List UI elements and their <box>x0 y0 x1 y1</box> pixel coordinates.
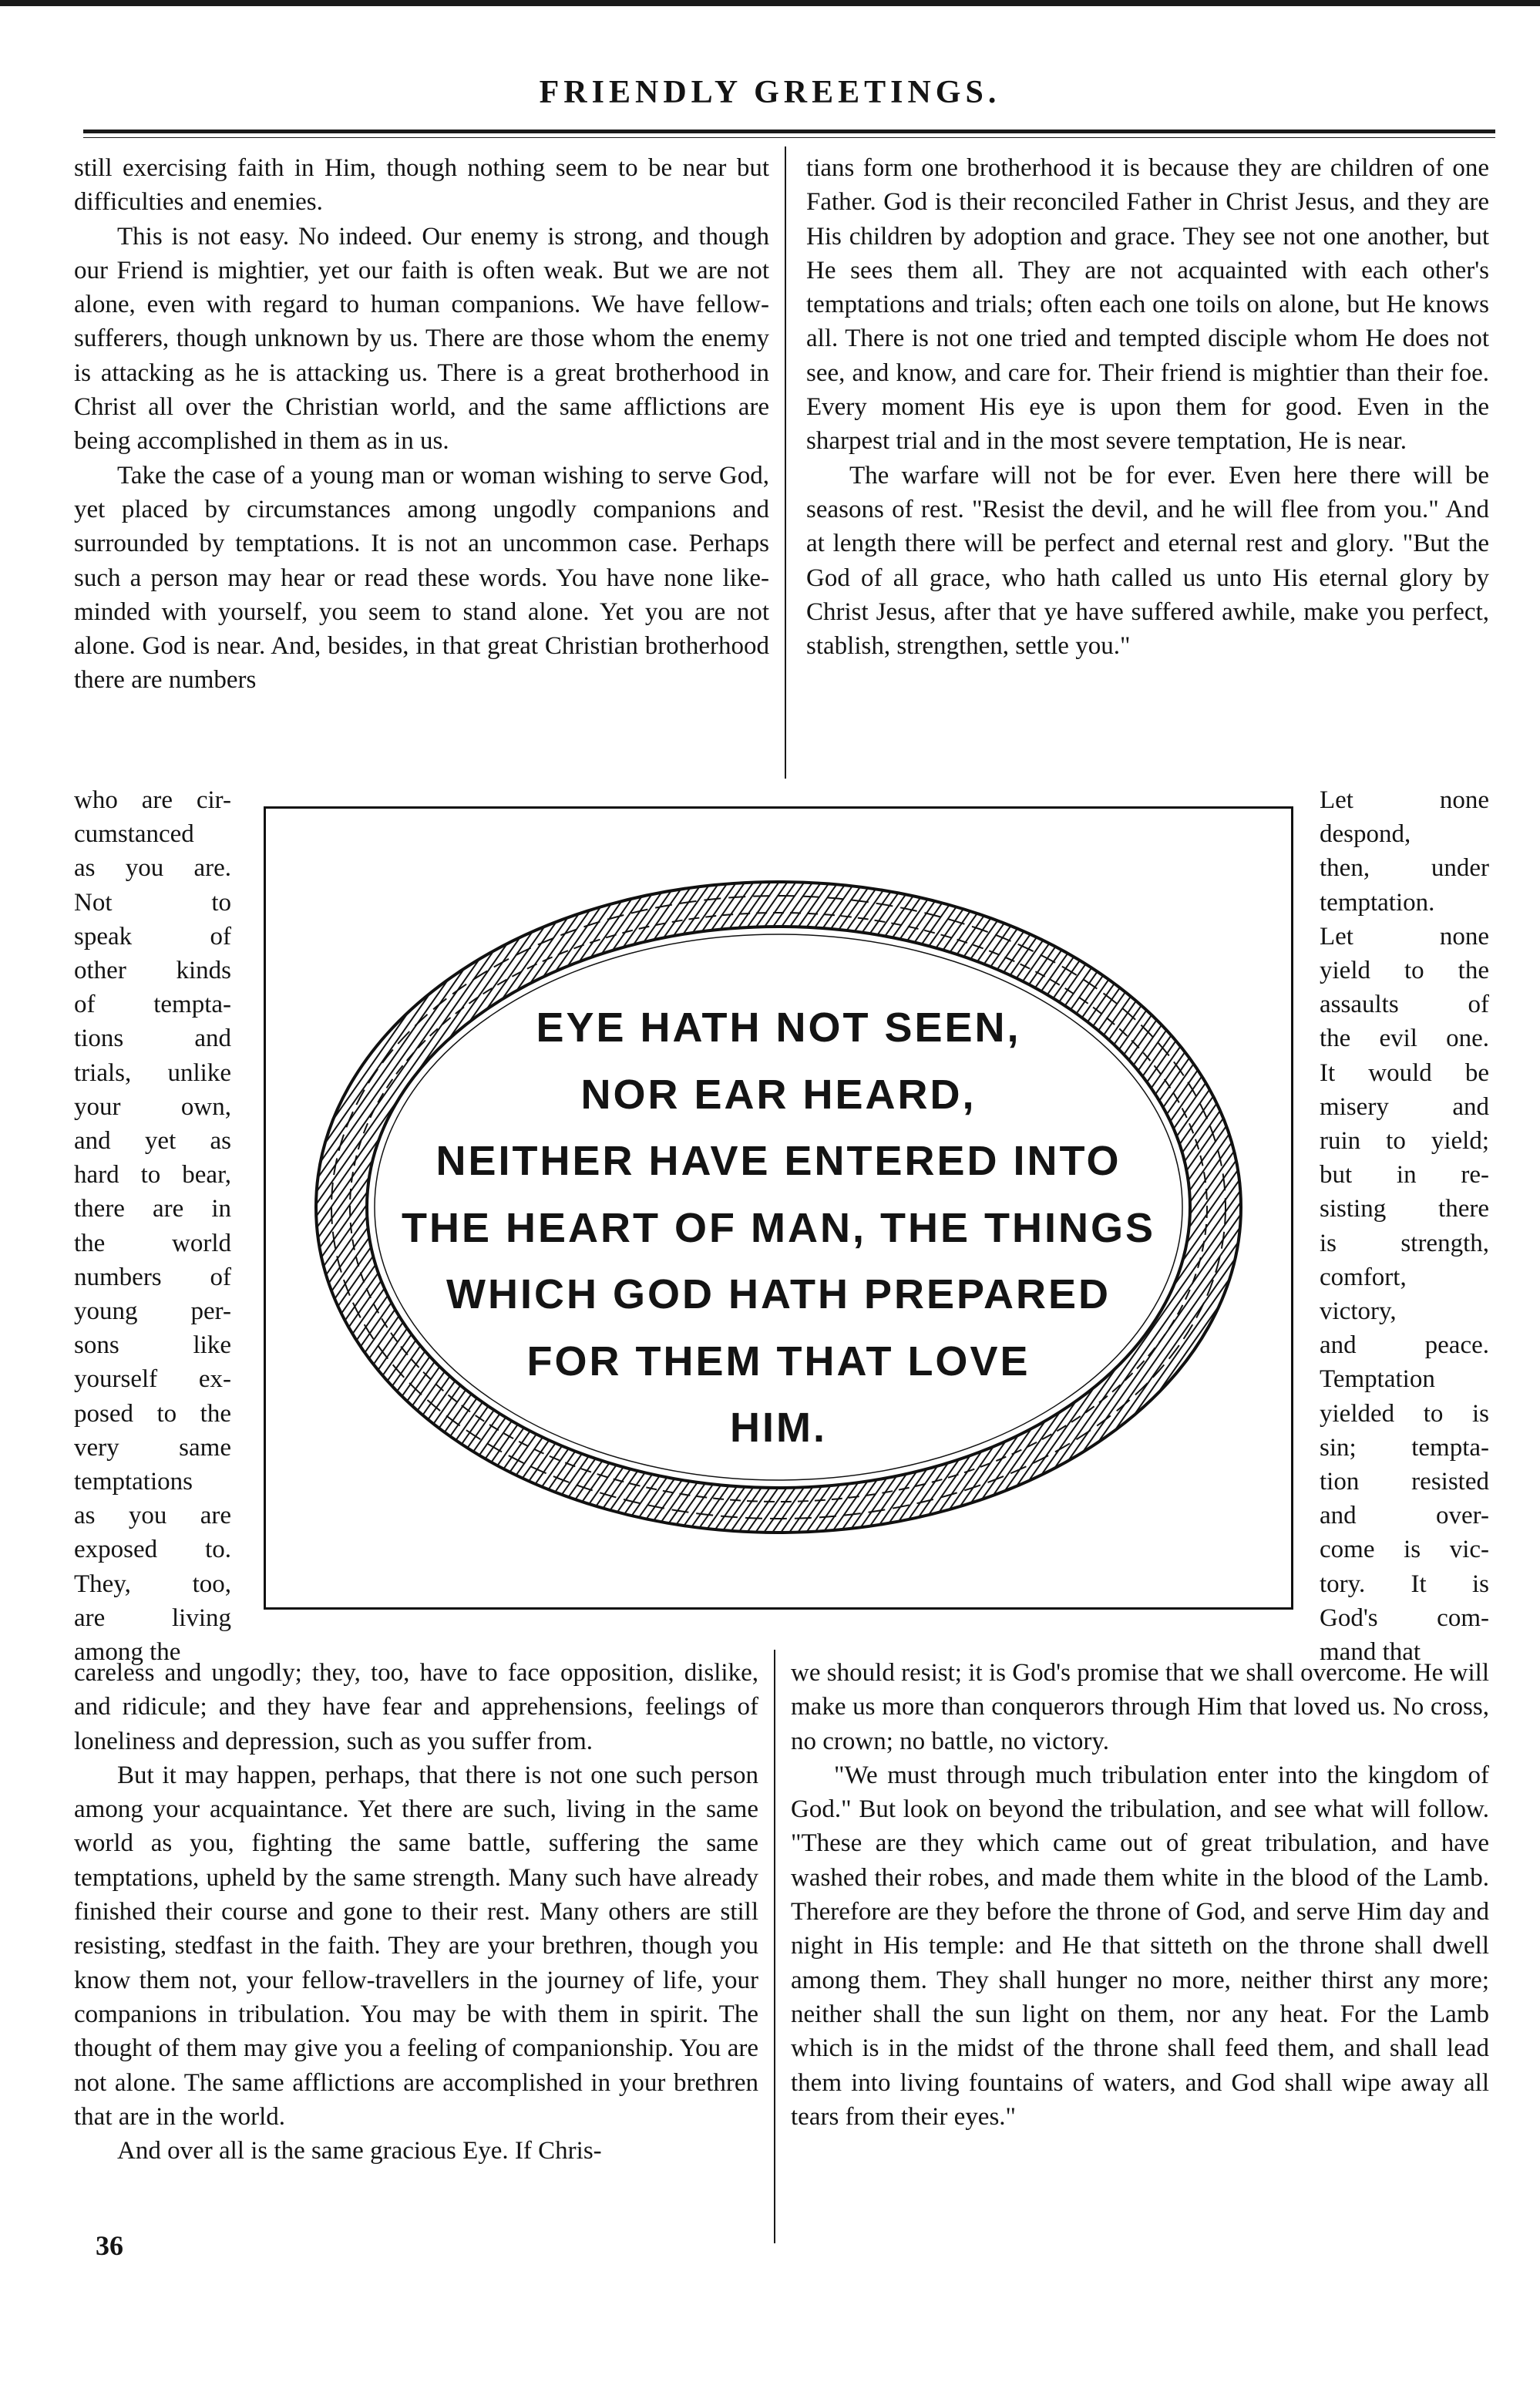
left-column-top-text <box>74 151 769 698</box>
text-line: Not to <box>74 888 231 917</box>
text-line: other kinds <box>74 957 231 985</box>
quote-line: EYE HATH NOT SEEN, <box>536 1004 1021 1051</box>
paragraph: Take the case of a young man or woman wishing to serve God, yet placed by circumstances among ungodly companions and surrounded by temptations. It is not an uncommon case. Perhaps such a person may hear or read these words. You have none like-minded with yourself, you seem to stand alone. Yet you are not alone. God is near. And, besides, in that great Christian brotherhood there are numbers <box>74 461 769 695</box>
paragraph: "We must through much tribulation enter into the kingdom of God." But look on beyond the tribulation, and see what will follow. "These are they which came out of great tribulation, and have washed their robes, and made them white in the blood of the Lamb. Therefore are they before the throne of God, and serve Him day and night in His temple: and He that sitteth on the throne shall dwell among them. They shall hunger no more, neither thirst any more; neither shall the sun light on them, nor any heat. For the Lamb which is in the midst of the throne shall feed them, and shall lead them into living fountains of waters, and God shall wipe away all tears from their eyes." <box>791 1761 1489 2131</box>
text-line: the evil one. <box>1320 1025 1489 1053</box>
text-line: victory, <box>1320 1297 1397 1326</box>
text-line: as you are. <box>74 854 231 883</box>
text-line: among the <box>74 1638 181 1667</box>
text-line: misery and <box>1320 1092 1489 1121</box>
text-line: yield to the <box>1320 957 1489 985</box>
text-line: come is vic- <box>1320 1536 1489 1564</box>
paragraph: tians form one brotherhood it is because they are children of one Father. God is their reconciled Father in Christ Jesus, and they are His children by adoption and grace. They see not one another, but He sees them all. They are not acquainted with each other's temptations and trials; often each one toils on alone, but He knows all. There is not one tried and tempted disciple whom He does not see, and know, and care for. Their friend is mightier than their foe. Every moment His eye is upon them for good. Even in the sharpest trial and in the most severe temptation, He is near. <box>806 154 1489 456</box>
quote-line: NOR EAR HEARD, <box>580 1071 977 1118</box>
right-column-top-text <box>806 151 1489 663</box>
text-line: yielded to is <box>1320 1399 1489 1428</box>
quote-line: FOR THEM THAT LOVE <box>526 1338 1031 1385</box>
text-line: yourself ex- <box>74 1365 231 1394</box>
text-line: then, under <box>1320 854 1489 883</box>
text-line: speak of <box>74 922 231 951</box>
text-line: tory. It is <box>1320 1570 1489 1598</box>
text-line: Let none <box>1320 922 1489 951</box>
text-line: hard to bear, <box>74 1161 231 1189</box>
text-line: exposed to. <box>74 1536 231 1564</box>
text-line: trials, unlike <box>74 1058 231 1087</box>
text-line: and peace. <box>1320 1331 1489 1360</box>
left-column-bottom-text <box>74 1656 758 2168</box>
text-line: but in re- <box>1320 1161 1489 1189</box>
paragraph: But it may happen, perhaps, that there is not one such person among your acquaintance. Yet there are such, living in the same world as you, fighting the same battle, suffering the same temptations, upheld by the same strength. Many such have already finished their course and gone to their rest. Many others are still resisting, stedfast in the faith. They are your brethren, though you know them not, your fellow-travellers in the journey of life, your companions in tribulation. You may be with them in spirit. The thought of them may give you a feeling of companionship. You are not alone. The same afflictions are accomplished in your brethren that are in the world. <box>74 1761 758 2131</box>
paragraph: And over all is the same gracious Eye. If Chris- <box>117 2137 602 2165</box>
text-line: the world <box>74 1229 231 1257</box>
text-line: comfort, <box>1320 1263 1407 1291</box>
paragraph: The warfare will not be for ever. Even here there will be seasons of rest. "Resist the devil, and he will flee from you." And at length there will be perfect and eternal rest and glory. "But the God of all grace, who hath called us unto His eternal glory by Christ Jesus, after that ye have suffered awhile, make you perfect, stablish, strengthen, settle you." <box>806 461 1489 661</box>
paragraph: This is not easy. No indeed. Our enemy is strong, and though our Friend is mightier, yet our faith is often weak. But we are not alone, even with regard to human companions. We have fellow-sufferers, though unknown by us. There are those whom the enemy is attacking as he is attacking us. There is a great brotherhood in Christ all over the Christian world, and the same afflictions are being accomplished in them as in us. <box>74 222 769 456</box>
text-line: assaults of <box>1320 991 1489 1019</box>
right-column-bottom-text <box>791 1656 1489 2134</box>
text-line: who are cir- <box>74 786 231 814</box>
right-narrow-column <box>1320 783 1489 1669</box>
paragraph: still exercising faith in Him, though nothing seem to be near but difficulties and enemies. <box>74 154 769 217</box>
text-line: young per- <box>74 1297 231 1326</box>
text-line: tions and <box>74 1025 231 1053</box>
text-line: ruin to yield; <box>1320 1127 1489 1156</box>
paragraph: careless and ungodly; they, too, have to face opposition, dislike, and ridicule; and they have fear and apprehensions, feelings of loneliness and depression, such as you suffer from. <box>74 1659 758 1755</box>
column-divider-top <box>785 146 786 779</box>
text-line: sin; tempta- <box>1320 1433 1489 1462</box>
text-line: cumstanced <box>74 820 194 849</box>
quote-line: THE HEART OF MAN, THE THINGS <box>402 1204 1155 1251</box>
quote-line: HIM. <box>730 1405 827 1451</box>
page-header: FRIENDLY GREETINGS. <box>539 75 1001 110</box>
text-line: They, too, <box>74 1570 231 1598</box>
quote-line: WHICH GOD HATH PREPARED <box>446 1271 1111 1317</box>
text-line: is strength, <box>1320 1229 1489 1257</box>
text-line: Let none <box>1320 786 1489 814</box>
text-line: sons like <box>74 1331 231 1360</box>
top-border-rule <box>0 0 1540 6</box>
text-line: temptation. <box>1320 888 1435 917</box>
text-line: tion resisted <box>1320 1468 1489 1496</box>
text-line: sisting there <box>1320 1195 1489 1223</box>
text-line: mand that <box>1320 1638 1421 1667</box>
text-line: numbers of <box>74 1263 231 1291</box>
text-line: are living <box>74 1603 231 1632</box>
scripture-quote <box>362 994 1195 1462</box>
text-line: God's com- <box>1320 1603 1489 1632</box>
paragraph: we should resist; it is God's promise that we shall overcome. He will make us more than conquerors through Him that loved us. No cross, no crown; no battle, no victory. <box>791 1659 1489 1755</box>
text-line: and yet as <box>74 1127 231 1156</box>
text-line: posed to the <box>74 1399 231 1428</box>
header-rule <box>83 130 1495 133</box>
text-line: your own, <box>74 1092 231 1121</box>
text-line: It would be <box>1320 1058 1489 1087</box>
text-line: as you are <box>74 1502 231 1530</box>
text-line: of tempta- <box>74 991 231 1019</box>
text-line: there are in <box>74 1195 231 1223</box>
left-narrow-column <box>74 783 231 1669</box>
text-line: very same <box>74 1433 231 1462</box>
page-number: 36 <box>96 2230 123 2261</box>
text-line: and over- <box>1320 1502 1489 1530</box>
text-line: temptations <box>74 1468 193 1496</box>
column-divider-bottom <box>774 1650 775 2243</box>
header-rule-thin <box>83 137 1495 138</box>
text-line: despond, <box>1320 820 1411 849</box>
quote-line: NEITHER HAVE ENTERED INTO <box>435 1138 1121 1184</box>
text-line: Temptation <box>1320 1365 1435 1394</box>
